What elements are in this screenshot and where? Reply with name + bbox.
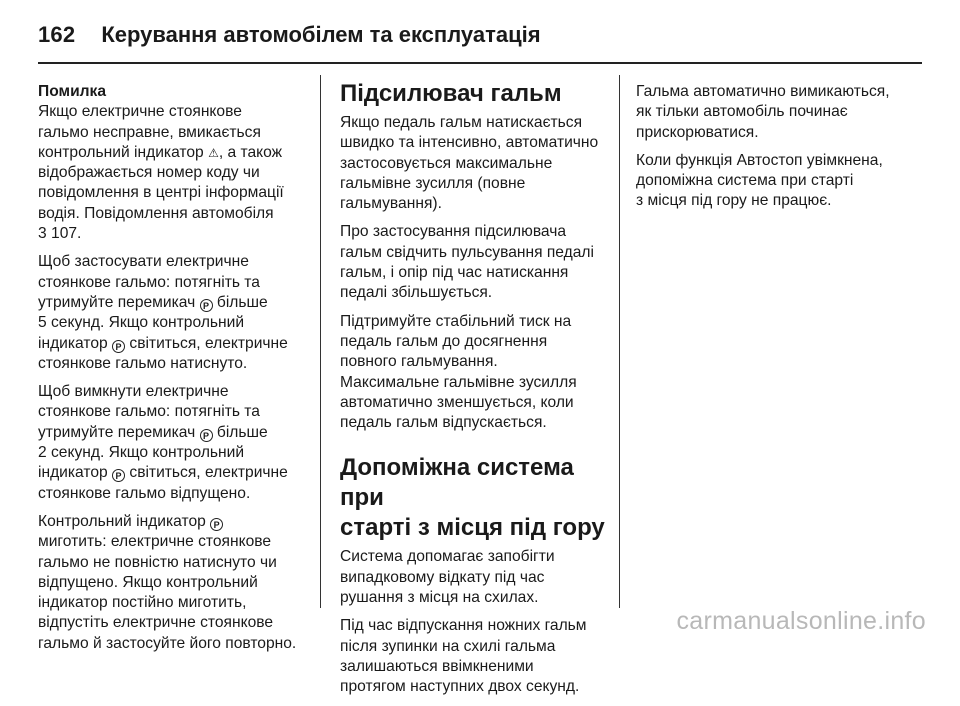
brake-assist-paragraph-1	[340, 113, 616, 214]
text-line: швидко та інтенсивно, автоматично	[340, 134, 599, 152]
text-line: Під час відпускання ножних гальм	[340, 617, 587, 635]
text-line: світиться, електричне	[129, 334, 288, 352]
text-line: педалі збільшується.	[340, 284, 493, 302]
text-line: Гальма автоматично вимикаються,	[636, 83, 890, 100]
error-paragraph	[38, 82, 316, 244]
header-divider	[38, 62, 922, 64]
text-line: автоматично зменшується, коли	[340, 393, 574, 411]
apply-paragraph	[38, 252, 316, 374]
parking-brake-indicator-icon: P	[112, 340, 125, 353]
text-line: залишаються ввімкненими	[340, 657, 534, 675]
text-line: гальм свідчить пульсування педалі	[340, 243, 594, 261]
text-line: , а також	[218, 143, 283, 161]
heading-line: старті з місця під гору	[340, 514, 605, 542]
text-line: повного гальмування.	[340, 353, 498, 371]
text-line: водія. Повідомлення автомобіля	[38, 204, 274, 222]
text-line: Контрольний індикатор	[38, 512, 206, 530]
text-line: з місця під гору не працює.	[636, 192, 832, 210]
section-title: Керування автомобілем та експлуатація	[101, 22, 541, 47]
text-line: Максимальне гальмівне зусилля	[340, 373, 577, 391]
text-line: Щоб вимкнути електричне	[38, 383, 229, 401]
text-line: індикатор	[38, 464, 108, 482]
text-line: повідомлення в центрі інформації	[38, 184, 284, 202]
text-line: педаль гальм відпускається.	[340, 414, 547, 432]
text-line: відображається номер коду чи	[38, 164, 260, 182]
text-line: 2 секунд. Якщо контрольний	[38, 444, 245, 462]
text-line: гальм, і опір під час натискання	[340, 264, 569, 282]
text-line: відпустіть електричне стоянкове	[38, 614, 274, 632]
text-line: стоянкове гальмо відпущено.	[38, 484, 251, 502]
column-divider-2	[619, 75, 620, 608]
column-divider-1	[320, 75, 321, 608]
text-line: гальмівне зусилля (повне	[340, 174, 526, 192]
parking-brake-switch-icon: P	[200, 299, 213, 312]
text-line: стоянкове гальмо: потягніть та	[38, 273, 260, 291]
text-line: стоянкове гальмо: потягніть та	[38, 403, 260, 421]
text-line: світиться, електричне	[129, 464, 288, 482]
text-line: утримуйте перемикач	[38, 293, 196, 311]
hill-start-assist-heading	[340, 453, 616, 543]
text-line: 5 секунд. Якщо контрольний	[38, 314, 245, 332]
text-line: Коли функція Автостоп увімкнена,	[636, 151, 883, 169]
text-line: після зупинки на схилі гальма	[340, 637, 556, 655]
text-line: Підтримуйте стабільний тиск на	[340, 312, 572, 330]
page-reference[interactable]	[38, 225, 81, 242]
brake-assist-heading: Підсилювач гальм	[340, 80, 562, 107]
text-line: Система допомагає запобігти	[340, 548, 555, 566]
text-line: гальмування).	[340, 195, 442, 213]
text-line: прискорюватися.	[636, 123, 759, 141]
text-line: Якщо електричне стоянкове	[38, 103, 242, 121]
parking-brake-indicator-icon: P	[210, 518, 223, 531]
reference-page: 107.	[51, 225, 82, 243]
text-line: індикатор	[38, 334, 108, 352]
text-line: педаль гальм до досягнення	[340, 332, 548, 350]
reference-arrow-icon: 3	[38, 225, 47, 243]
text-line: миготить: електричне стоянкове	[38, 533, 272, 551]
text-line: Про застосування підсилювача	[340, 223, 567, 241]
hill-start-paragraph-1	[340, 547, 616, 608]
text-line: гальмо несправне, вмикається	[38, 123, 261, 141]
text-line: утримуйте перемикач	[38, 423, 196, 441]
text-line: рушання з місця на схилах.	[340, 589, 539, 607]
text-line: Якщо педаль гальм натискається	[340, 114, 583, 131]
column-1	[38, 82, 316, 662]
text-line: застосовується максимальне	[340, 154, 553, 172]
text-line: гальмо не повністю натиснуто чи	[38, 553, 277, 571]
text-line: Щоб застосувати електричне	[38, 253, 249, 271]
text-line: більше	[216, 423, 268, 441]
page-header	[38, 18, 541, 52]
brake-assist-paragraph-2	[340, 222, 616, 303]
text-line: протягом наступних двох секунд.	[340, 678, 580, 696]
text-line: як тільки автомобіль починає	[636, 103, 848, 121]
parking-brake-switch-icon: P	[200, 429, 213, 442]
text-line: більше	[216, 293, 268, 311]
parking-brake-indicator-icon: P	[112, 469, 125, 482]
column-3	[636, 82, 926, 220]
hill-start-paragraph-4	[636, 151, 926, 212]
blink-paragraph	[38, 512, 316, 654]
text-line: допоміжна система при старті	[636, 172, 854, 190]
page-number: 162	[38, 22, 76, 47]
error-heading: Помилка	[38, 83, 107, 100]
text-line: індикатор постійно миготить,	[38, 594, 247, 612]
text-line: стоянкове гальмо натиснуто.	[38, 354, 248, 372]
warning-indicator-icon: ⚠	[208, 145, 219, 160]
brake-assist-paragraph-3	[340, 312, 616, 434]
release-paragraph	[38, 382, 316, 504]
text-line: контрольний індикатор	[38, 143, 204, 161]
watermark[interactable]: carmanualsonline.info	[676, 607, 926, 635]
column-2	[340, 79, 616, 706]
text-line: випадковому відкату під час	[340, 568, 545, 586]
hill-start-paragraph-2	[340, 616, 616, 697]
text-line: гальмо й застосуйте його повторно.	[38, 634, 297, 652]
text-line: відпущено. Якщо контрольний	[38, 573, 258, 591]
hill-start-paragraph-3	[636, 82, 926, 143]
heading-line: Допоміжна система при	[340, 454, 574, 512]
